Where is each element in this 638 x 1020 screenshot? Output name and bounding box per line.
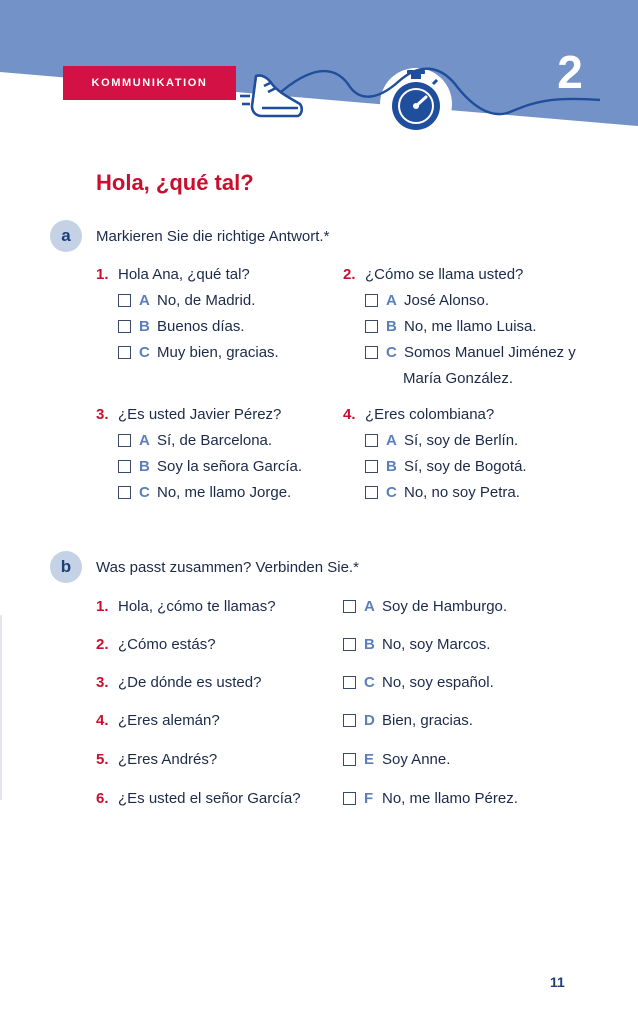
checkbox[interactable] — [365, 434, 378, 447]
option-text: No, me llamo Jorge. — [157, 484, 292, 501]
page-title: Hola, ¿qué tal? — [96, 170, 254, 195]
question-number: 2. — [96, 636, 109, 653]
checkbox[interactable] — [365, 294, 378, 307]
option-letter: C — [139, 344, 150, 361]
option-text: Sí, de Barcelona. — [157, 432, 273, 449]
option-letter: C — [386, 484, 397, 501]
option-text: No, soy español. — [382, 674, 494, 691]
question-text: Hola Ana, ¿qué tal? — [118, 266, 250, 283]
option-letter: E — [364, 751, 375, 768]
question-b4 — [96, 712, 220, 729]
page-number: 11 — [550, 974, 565, 990]
option-a3-a[interactable] — [118, 432, 272, 449]
checkbox[interactable] — [343, 638, 356, 651]
question-number: 1. — [96, 266, 109, 283]
option-letter: D — [364, 712, 375, 729]
question-number: 6. — [96, 790, 109, 807]
option-letter: B — [139, 458, 150, 475]
option-a1-b[interactable] — [118, 318, 245, 335]
checkbox[interactable] — [365, 346, 378, 359]
option-text: María González. — [403, 370, 514, 387]
option-text: Soy la señora García. — [157, 458, 303, 475]
question-number: 2. — [343, 266, 356, 283]
option-text: Sí, soy de Berlín. — [404, 432, 519, 449]
option-text: Buenos días. — [157, 318, 245, 335]
option-text: Somos Manuel Jiménez y — [404, 344, 576, 361]
option-text: Bien, gracias. — [382, 712, 473, 729]
checkbox[interactable] — [365, 460, 378, 473]
checkbox[interactable] — [343, 753, 356, 766]
chapter-number: 2 — [557, 46, 583, 98]
option-text: No, de Madrid. — [157, 292, 256, 309]
question-b2 — [96, 636, 216, 653]
answer-b-f[interactable] — [343, 790, 518, 807]
option-letter: A — [386, 432, 397, 449]
checkbox[interactable] — [118, 434, 131, 447]
page-edge-shadow — [0, 615, 2, 800]
question-text: ¿De dónde es usted? — [118, 674, 262, 691]
question-a3 — [96, 406, 281, 423]
option-letter: C — [364, 674, 375, 691]
option-text: José Alonso. — [404, 292, 490, 309]
question-text: ¿Cómo estás? — [118, 636, 216, 653]
question-b5 — [96, 751, 217, 768]
option-text: Soy de Hamburgo. — [382, 598, 508, 615]
option-a1-c[interactable] — [118, 344, 279, 361]
question-text: ¿Es usted Javier Pérez? — [118, 406, 282, 423]
option-a2-b[interactable] — [365, 318, 537, 335]
option-a3-c[interactable] — [118, 484, 291, 501]
option-a4-b[interactable] — [365, 458, 527, 475]
checkbox[interactable] — [343, 792, 356, 805]
checkbox[interactable] — [365, 486, 378, 499]
option-letter: B — [139, 318, 150, 335]
checkbox[interactable] — [118, 486, 131, 499]
section-a-instruction: Markieren Sie die richtige Antwort.* — [96, 228, 330, 245]
option-a1-a[interactable] — [118, 292, 255, 309]
option-a4-a[interactable] — [365, 432, 518, 449]
option-a2-c[interactable] — [365, 344, 576, 361]
option-letter: B — [386, 458, 397, 475]
answer-b-a[interactable] — [343, 598, 507, 615]
checkbox[interactable] — [343, 714, 356, 727]
option-letter: A — [139, 292, 150, 309]
answer-b-d[interactable] — [343, 712, 473, 729]
section-a-badge: a — [50, 220, 82, 252]
option-letter: C — [386, 344, 397, 361]
question-text: ¿Cómo se llama usted? — [365, 266, 524, 283]
checkbox[interactable] — [343, 676, 356, 689]
question-text: Hola, ¿cómo te llamas? — [118, 598, 276, 615]
option-letter: C — [139, 484, 150, 501]
question-b6 — [96, 790, 301, 807]
option-text: No, soy Marcos. — [382, 636, 491, 653]
answer-b-e[interactable] — [343, 751, 450, 768]
option-letter: A — [139, 432, 150, 449]
option-text: No, me llamo Luisa. — [404, 318, 537, 335]
option-text: No, no soy Petra. — [404, 484, 520, 501]
question-number: 5. — [96, 751, 109, 768]
question-number: 3. — [96, 406, 109, 423]
question-a4 — [343, 406, 494, 423]
question-b3 — [96, 674, 261, 691]
checkbox[interactable] — [365, 320, 378, 333]
answer-b-b[interactable] — [343, 636, 490, 653]
option-letter: A — [364, 598, 375, 615]
question-b1 — [96, 598, 276, 615]
section-label: KOMMUNIKATION — [63, 66, 236, 100]
question-number: 3. — [96, 674, 109, 691]
option-text: Sí, soy de Bogotá. — [404, 458, 527, 475]
question-text: ¿Eres alemán? — [118, 712, 220, 729]
header-band — [0, 0, 638, 140]
option-text: No, me llamo Pérez. — [382, 790, 518, 807]
option-a3-b[interactable] — [118, 458, 302, 475]
question-a1 — [96, 266, 250, 283]
question-a2 — [343, 266, 523, 283]
question-number: 1. — [96, 598, 109, 615]
question-number: 4. — [96, 712, 109, 729]
section-b-badge: b — [50, 551, 82, 583]
answer-b-c[interactable] — [343, 674, 494, 691]
option-text: Muy bien, gracias. — [157, 344, 279, 361]
option-a4-c[interactable] — [365, 484, 520, 501]
question-text: ¿Eres Andrés? — [118, 751, 218, 768]
checkbox[interactable] — [343, 600, 356, 613]
option-letter: B — [364, 636, 375, 653]
section-b-instruction: Was passt zusammen? Verbinden Sie.* — [96, 559, 359, 576]
question-text: ¿Es usted el señor García? — [118, 790, 301, 807]
checkbox[interactable] — [118, 346, 131, 359]
option-letter: A — [386, 292, 397, 309]
question-text: ¿Eres colombiana? — [365, 406, 495, 423]
option-letter: B — [386, 318, 397, 335]
checkbox[interactable] — [118, 460, 131, 473]
option-letter: F — [364, 790, 374, 807]
checkbox[interactable] — [118, 294, 131, 307]
option-a2-a[interactable] — [365, 292, 489, 309]
option-a2-c-continuation — [403, 370, 513, 387]
blue-band — [0, 0, 638, 126]
checkbox[interactable] — [118, 320, 131, 333]
option-text: Soy Anne. — [382, 751, 451, 768]
question-number: 4. — [343, 406, 356, 423]
